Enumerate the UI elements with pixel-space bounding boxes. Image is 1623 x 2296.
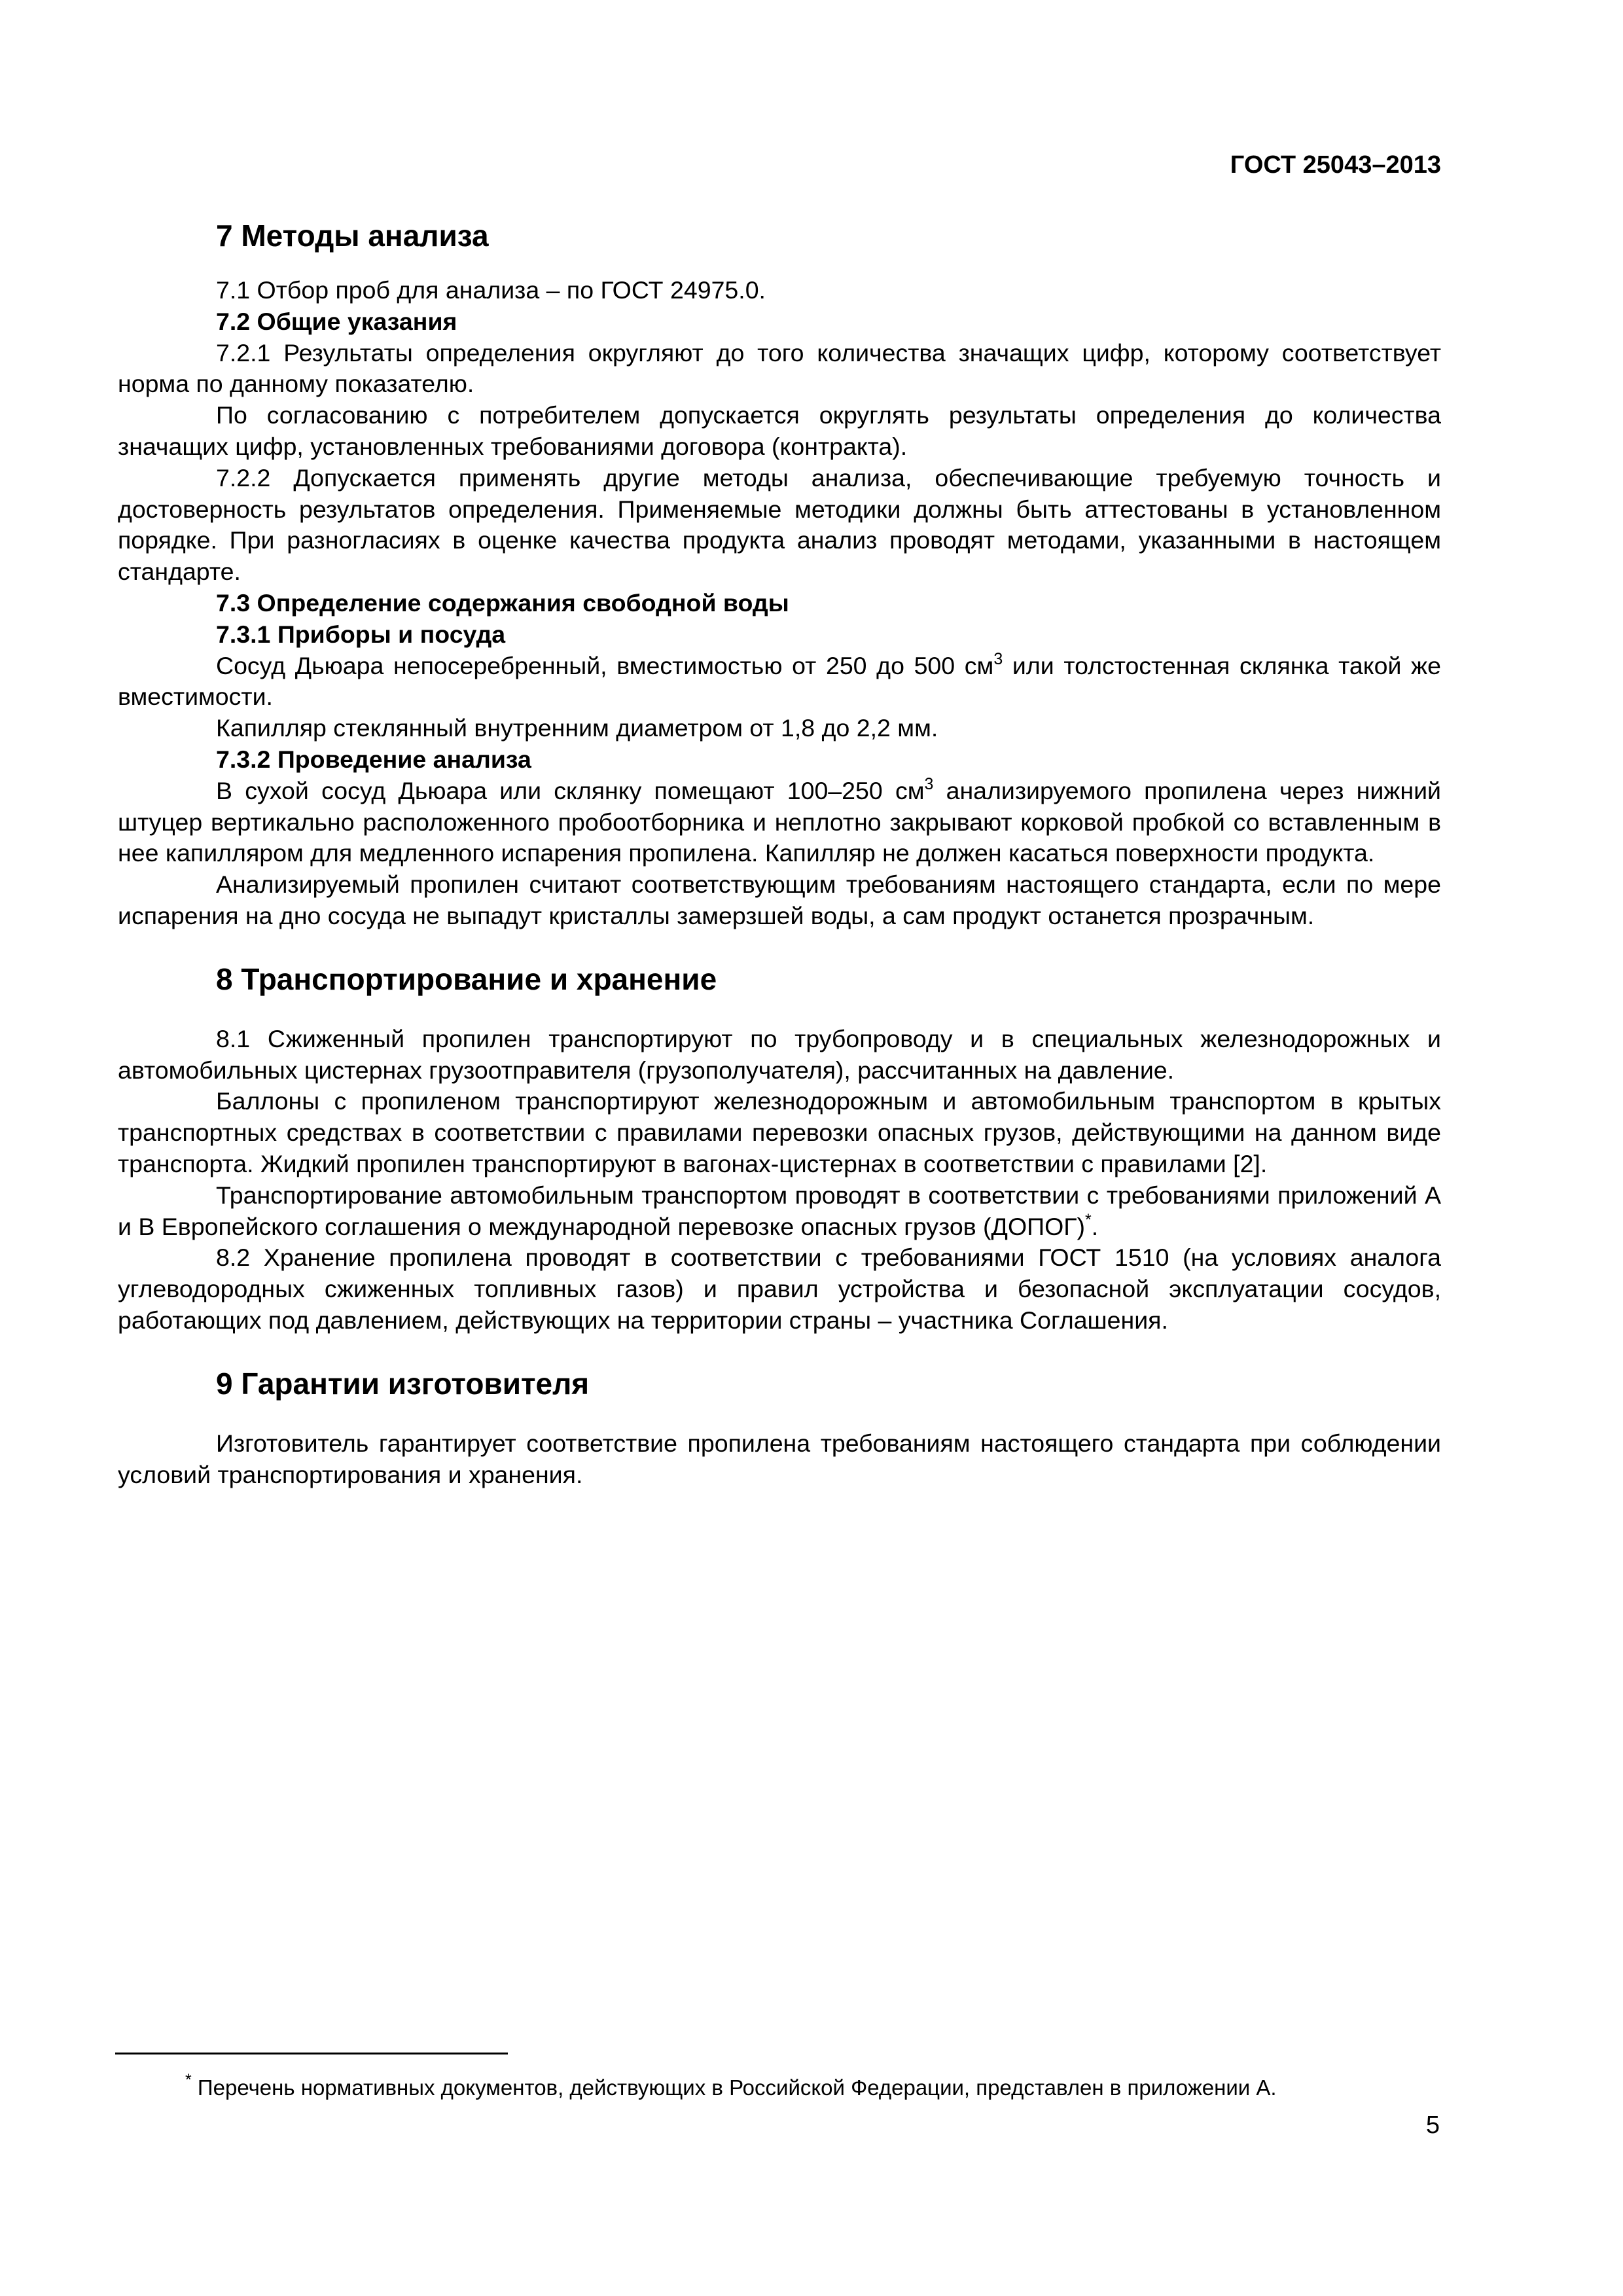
road-transport-text-end: .	[1091, 1212, 1099, 1240]
paragraph-8-1: 8.1 Сжиженный пропилен транспортируют по трубопроводу и в специальных железнодорожных и автомобильных цистернах грузоотправителя (грузополучателя), рассчитанных на давление.	[118, 1024, 1441, 1084]
subheading-7-3-2: 7.3.2 Проведение анализа	[216, 745, 531, 773]
footnote-text: Перечень нормативных документов, действующих в Российской Федерации, представлен в приложении А.	[191, 2075, 1277, 2100]
cubic-superscript: 3	[993, 649, 1003, 668]
road-transport-text: Транспортирование автомобильным транспортом проводят в соответствии с требованиями приложений А и В Европейского соглашения о международной перевозке опасных грузов (ДОПОГ)	[118, 1181, 1441, 1240]
section-9-title: 9 Гарантии изготовителя	[216, 1366, 590, 1401]
paragraph-7-2-1-rounding: По согласованию с потребителем допускается округлять результаты определения до количества значащих цифр, установленных требованиями договора (контракта).	[118, 401, 1441, 460]
paragraph-capillary: Капилляр стеклянный внутренним диаметром от 1,8 до 2,2 мм.	[216, 714, 938, 742]
footnote-separator	[115, 2053, 508, 2054]
footnote-marker: *	[185, 2071, 192, 2089]
subheading-7-3: 7.3 Определение содержания свободной воды	[216, 588, 789, 617]
paragraph-analysis-procedure	[118, 776, 1441, 869]
paragraph-8-2: 8.2 Хранение пропилена проводят в соответствии с требованиями ГОСТ 1510 (на условиях аналога углеводородных сжиженных топливных газов) и правил устройства и безопасной эксплуатации сосудов, работающих под давлением, действующих на территории страны – участника Соглашения.	[118, 1244, 1441, 1334]
paragraph-dewar-vessel	[118, 651, 1441, 713]
procedure-text-start: В сухой сосуд Дьюара или склянку помещают 100–250 см	[216, 776, 925, 804]
section-7-title: 7 Методы анализа	[216, 219, 489, 253]
paragraph-7-1: 7.1 Отбор проб для анализа – по ГОСТ 24975.0.	[216, 276, 766, 304]
footnote-reference: *	[1085, 1210, 1092, 1229]
paragraph-7-2-1: 7.2.1 Результаты определения округляют до того количества значащих цифр, которому соответствует норма по данному показателю.	[118, 338, 1441, 398]
subheading-7-3-1: 7.3.1 Приборы и посуда	[216, 620, 506, 648]
paragraph-analysis-result: Анализируемый пропилен считают соответствующим требованиям настоящего стандарта, если по мере испарения на дно сосуда не выпадут кристаллы замерзшей воды, а сам продукт останется прозрачным.	[118, 870, 1441, 929]
paragraph-8-1-cylinders: Баллоны с пропиленом транспортируют железнодорожным и автомобильным транспортом в крытых транспортных средствах в соответствии с правилами перевозки опасных грузов, действующими на данном виде транспорта. Жидкий пропилен транспортируют в вагонах-цистернах в соответствии с правилами [2].	[118, 1087, 1441, 1177]
dewar-text-end: или толстостенная склянка такой же вместимости.	[118, 651, 1441, 711]
document-header: ГОСТ 25043–2013	[1230, 151, 1441, 179]
document-body	[118, 216, 1441, 1490]
procedure-text-end: анализируемого пропилена через нижний штуцер вертикально расположенного пробоотборника и неплотно закрывают корковой пробкой со вставленным в нее капилляром для медленного испарения пропилена. Капилляр не должен касаться поверхности продукта.	[118, 776, 1441, 867]
subheading-7-2: 7.2 Общие указания	[216, 307, 457, 335]
paragraph-7-2-2: 7.2.2 Допускается применять другие методы анализа, обеспечивающие требуемую точность и достоверность результатов определения. Применяемые методики должны быть аттестованы в установленном порядке. При разногласиях в оценке качества продукта анализ проводят методами, указанными в настоящем стандарте.	[118, 463, 1441, 586]
dewar-text-start: Сосуд Дьюара непосеребренный, вместимостью от 250 до 500 см	[216, 651, 994, 679]
paragraph-9: Изготовитель гарантирует соответствие пропилена требованиям настоящего стандарта при соблюдении условий транспортирования и хранения.	[118, 1429, 1441, 1488]
cubic-superscript: 3	[924, 774, 934, 793]
section-8-title: 8 Транспортирование и хранение	[216, 961, 717, 996]
paragraph-8-1-road-transport	[118, 1180, 1441, 1243]
footnote	[185, 2071, 1277, 2101]
page-number: 5	[1425, 2111, 1440, 2139]
